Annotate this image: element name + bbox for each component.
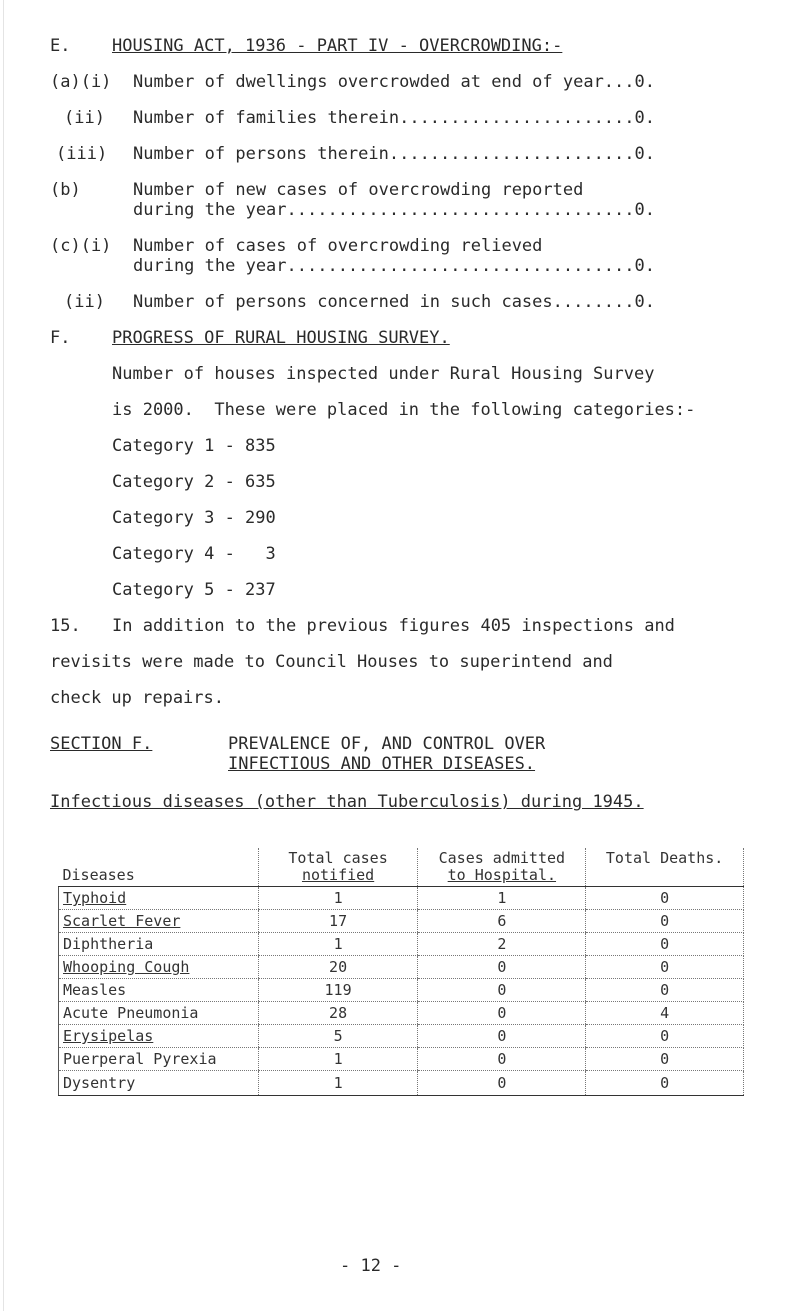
- disease-cell: Puerperal Pyrexia: [59, 1048, 259, 1071]
- header-notified: [258, 848, 418, 887]
- table-header-row: [59, 848, 744, 887]
- admitted-cell: 6: [418, 910, 586, 933]
- disease-cell: Typhoid: [59, 887, 259, 910]
- section-f-letter: F.: [50, 328, 71, 348]
- item-label: (ii): [64, 292, 105, 312]
- scan-edge-rule: [3, 0, 4, 1311]
- disease-cell: Erysipelas: [59, 1025, 259, 1048]
- category-item: Category 1 - 835: [112, 436, 276, 456]
- header-notified-line1: Total cases: [288, 849, 388, 867]
- deaths-cell: 4: [586, 1002, 744, 1025]
- header-admitted: [418, 848, 586, 887]
- item-text: Number of dwellings overcrowded at end of year...0.: [133, 72, 655, 92]
- item-label: (c)(i): [50, 236, 112, 256]
- admitted-cell: 0: [418, 1048, 586, 1071]
- paragraph-line: In addition to the previous figures 405 inspections and: [112, 616, 675, 636]
- deaths-cell: 0: [586, 956, 744, 979]
- disease-cell: Diphtheria: [59, 933, 259, 956]
- section-title-line: PREVALENCE OF, AND CONTROL OVER: [228, 734, 546, 754]
- table-row: [59, 1002, 744, 1025]
- disease-cell: Measles: [59, 979, 259, 1002]
- item-text: Number of persons therein........................0.: [133, 144, 655, 164]
- section-e-letter: E.: [50, 36, 71, 56]
- deaths-cell: 0: [586, 1071, 744, 1096]
- notified-cell: 28: [258, 1002, 418, 1025]
- item-label: (b): [50, 180, 81, 200]
- category-item: Category 3 - 290: [112, 508, 276, 528]
- item-text: Number of cases of overcrowding relieved: [133, 236, 543, 256]
- category-item: Category 4 - 3: [112, 544, 276, 564]
- header-notified-line2: notified: [301, 866, 375, 884]
- item-text: Number of persons concerned in such cases........0.: [133, 292, 655, 312]
- admitted-cell: 0: [418, 1025, 586, 1048]
- table-row: [59, 1048, 744, 1071]
- table-row: [59, 979, 744, 1002]
- disease-cell: Whooping Cough: [59, 956, 259, 979]
- header-diseases-label: Diseases: [62, 866, 135, 884]
- deaths-cell: 0: [586, 910, 744, 933]
- deaths-cell: 0: [586, 1048, 744, 1071]
- header-admitted-line1: Cases admitted: [438, 849, 566, 867]
- admitted-cell: 2: [418, 933, 586, 956]
- admitted-cell: 0: [418, 1071, 586, 1096]
- deaths-cell: 0: [586, 933, 744, 956]
- table-row: [59, 887, 744, 910]
- section-f-heading: PROGRESS OF RURAL HOUSING SURVEY.: [112, 328, 450, 348]
- item-label: (ii): [64, 108, 105, 128]
- deaths-cell: 0: [586, 887, 744, 910]
- header-diseases: [59, 848, 259, 887]
- infectious-diseases-table: [58, 848, 744, 1096]
- deaths-cell: 0: [586, 979, 744, 1002]
- item-text: Number of families therein.......................0.: [133, 108, 655, 128]
- notified-cell: 1: [258, 887, 418, 910]
- paragraph-line: revisits were made to Council Houses to superintend and: [50, 652, 613, 672]
- notified-cell: 1: [258, 1071, 418, 1096]
- table-row: [59, 910, 744, 933]
- section-title-line: INFECTIOUS AND OTHER DISEASES.: [228, 754, 536, 774]
- deaths-cell: 0: [586, 1025, 744, 1048]
- table-row: [59, 933, 744, 956]
- item-label: (iii): [56, 144, 108, 164]
- admitted-cell: 0: [418, 1002, 586, 1025]
- notified-cell: 5: [258, 1025, 418, 1048]
- notified-cell: 1: [258, 933, 418, 956]
- section-e-heading: HOUSING ACT, 1936 - PART IV - OVERCROWDING:-: [112, 36, 563, 56]
- table-title: Infectious diseases (other than Tuberculosis) during 1945.: [50, 792, 644, 812]
- admitted-cell: 0: [418, 956, 586, 979]
- admitted-cell: 1: [418, 887, 586, 910]
- disease-cell: Scarlet Fever: [59, 910, 259, 933]
- page-number: - 12 -: [340, 1256, 402, 1276]
- notified-cell: 20: [258, 956, 418, 979]
- notified-cell: 1: [258, 1048, 418, 1071]
- paragraph-line: check up repairs.: [50, 688, 224, 708]
- table-row: [59, 1025, 744, 1048]
- header-deaths-label: Total Deaths.: [605, 849, 724, 867]
- table-row: [59, 1071, 744, 1096]
- category-item: Category 2 - 635: [112, 472, 276, 492]
- notified-cell: 119: [258, 979, 418, 1002]
- item-label: (a)(i): [50, 72, 112, 92]
- section-label: SECTION F.: [50, 734, 153, 754]
- category-item: Category 5 - 237: [112, 580, 276, 600]
- header-deaths: [586, 848, 744, 887]
- disease-cell: Acute Pneumonia: [59, 1002, 259, 1025]
- item-text: Number of new cases of overcrowding reported: [133, 180, 584, 200]
- notified-cell: 17: [258, 910, 418, 933]
- item-text: during the year..................................0.: [133, 200, 655, 220]
- survey-paragraph-line: is 2000. These were placed in the following categories:-: [112, 400, 696, 420]
- paragraph-number: 15.: [50, 616, 81, 636]
- table-row: [59, 956, 744, 979]
- header-admitted-line2: to Hospital.: [447, 866, 557, 884]
- disease-cell: Dysentry: [59, 1071, 259, 1096]
- item-text: during the year..................................0.: [133, 256, 655, 276]
- survey-paragraph-line: Number of houses inspected under Rural Housing Survey: [112, 364, 655, 384]
- admitted-cell: 0: [418, 979, 586, 1002]
